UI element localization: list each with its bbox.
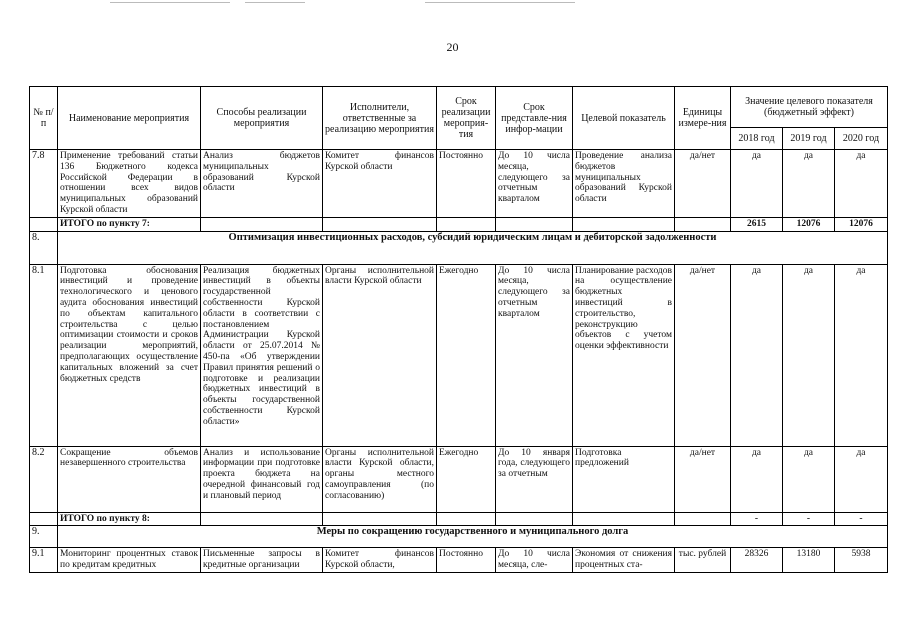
section-number: 8.	[30, 231, 58, 264]
table-row	[30, 548, 888, 573]
row-number: 7.8	[30, 150, 58, 218]
col-year-2018-header: 2018 год	[731, 128, 783, 150]
empty-cell	[30, 217, 58, 231]
measure-executors: Комитет финансов Курской области,	[323, 548, 437, 573]
measure-methods: Анализ и использование информации при подготовке проекта бюджета на очередной финансовый год и плановый период	[201, 446, 323, 512]
empty-cell	[675, 217, 731, 231]
section-title: Меры по сокращению государственного и муниципального долга	[58, 526, 888, 548]
empty-cell	[30, 512, 58, 526]
section-title: Оптимизация инвестиционных расходов, субсидий юридическим лицам и дебиторской задолженности	[58, 231, 888, 264]
row-number: 8.1	[30, 264, 58, 446]
col-year-2020-header: 2020 год	[835, 128, 888, 150]
measure-deadline: Постоянно	[437, 150, 496, 218]
measure-name: Мониторинг процентных ставок по кредитам кредитных	[58, 548, 201, 573]
measure-deadline: Ежегодно	[437, 264, 496, 446]
row-number: 9.1	[30, 548, 58, 573]
col-num-header: № п/п	[30, 87, 58, 150]
measure-target: Планирование расходов на осуществление бюджетных инвестиций в строительство, реконструкцию объектов с учетом оценки эффективности	[573, 264, 675, 446]
total-label: ИТОГО по пункту 7:	[58, 217, 201, 231]
measure-executors: Органы исполнительной власти Курской области, органы местного самоуправления (по согласованию)	[323, 446, 437, 512]
total-value-2018: 2615	[731, 217, 783, 231]
total-value-2020: -	[835, 512, 888, 526]
empty-cell	[201, 217, 323, 231]
empty-cell	[496, 512, 573, 526]
col-units-header: Единицы измере-ния	[675, 87, 731, 150]
col-year-2019-header: 2019 год	[783, 128, 835, 150]
total-value-2018: -	[731, 512, 783, 526]
section-number: 9.	[30, 526, 58, 548]
col-executors-header: Исполнители, ответственные за реализацию мероприятия	[323, 87, 437, 150]
value-2020: да	[835, 446, 888, 512]
col-report-header: Срок представле-ния инфор-мации	[496, 87, 573, 150]
empty-cell	[201, 512, 323, 526]
empty-cell	[437, 512, 496, 526]
empty-cell	[573, 217, 675, 231]
value-2018: да	[731, 446, 783, 512]
col-name-header: Наименование мероприятия	[58, 87, 201, 150]
empty-cell	[323, 217, 437, 231]
value-2018: 28326	[731, 548, 783, 573]
total-value-2020: 12076	[835, 217, 888, 231]
measure-executors: Органы исполнительной власти Курской области	[323, 264, 437, 446]
value-2020: 5938	[835, 548, 888, 573]
measure-target: Экономия от снижения процентных ста-	[573, 548, 675, 573]
measure-report-deadline: До 10 января года, следующего за отчетным	[496, 446, 573, 512]
section-row	[30, 231, 888, 264]
col-value-group-header: Значение целевого показателя (бюджетный эффект)	[731, 87, 888, 128]
value-2019: да	[783, 264, 835, 446]
measure-name: Применение требований статьи 136 Бюджетного кодекса Российской Федерации в отношении всех видов муниципальных образований Курской области	[58, 150, 201, 218]
measures-table	[29, 86, 888, 573]
value-2019: да	[783, 446, 835, 512]
measure-methods: Анализ бюджетов муниципальных образований Курской области	[201, 150, 323, 218]
section-row	[30, 526, 888, 548]
total-value-2019: 12076	[783, 217, 835, 231]
total-row	[30, 217, 888, 231]
empty-cell	[323, 512, 437, 526]
table-row	[30, 150, 888, 218]
col-deadline-header: Срок реализации мероприя-тия	[437, 87, 496, 150]
row-number: 8.2	[30, 446, 58, 512]
col-methods-header: Способы реализации мероприятия	[201, 87, 323, 150]
measure-deadline: Постоянно	[437, 548, 496, 573]
empty-cell	[675, 512, 731, 526]
measure-name: Подготовка обоснования инвестиций и проведение технологического и ценового аудита обоснования инвестиций по объектам капитального строительства с целью оптимизации стоимости и сроков реализации мероприятий, предполагающих осуществление капитальных вложений за счет бюджетных средств	[58, 264, 201, 446]
measure-name: Сокращение объемов незавершенного строительства	[58, 446, 201, 512]
measure-units: да/нет	[675, 264, 731, 446]
table-row	[30, 264, 888, 446]
value-2020: да	[835, 264, 888, 446]
measure-deadline: Ежегодно	[437, 446, 496, 512]
measure-methods: Реализация бюджетных инвестиций в объекты государственной собственности Курской области в соответствии с постановлением Администрации Курской области от 25.07.2014 № 450-па «Об утверждении Правил принятия решений о подготовке и реализации бюджетных инвестиций в объекты государственной собственности Курской области»	[201, 264, 323, 446]
measure-methods: Письменные запросы в кредитные организации	[201, 548, 323, 573]
measure-executors: Комитет финансов Курской области	[323, 150, 437, 218]
empty-cell	[573, 512, 675, 526]
value-2019: 13180	[783, 548, 835, 573]
total-label: ИТОГО по пункту 8:	[58, 512, 201, 526]
measure-report-deadline: До 10 числа месяца, следующего за отчетным кварталом	[496, 150, 573, 218]
measure-target: Подготовка предложений	[573, 446, 675, 512]
page-number: 20	[446, 40, 459, 54]
total-value-2019: -	[783, 512, 835, 526]
measure-report-deadline: До 10 числа месяца, сле-	[496, 548, 573, 573]
scan-artifact-line	[245, 2, 305, 3]
measure-target: Проведение анализа бюджетов муниципальных образований Курской области	[573, 150, 675, 218]
scan-artifact-line	[425, 2, 575, 3]
value-2019: да	[783, 150, 835, 218]
empty-cell	[496, 217, 573, 231]
value-2018: да	[731, 264, 783, 446]
table-row	[30, 446, 888, 512]
total-row	[30, 512, 888, 526]
measure-units: тыс. рублей	[675, 548, 731, 573]
empty-cell	[437, 217, 496, 231]
col-target-header: Целевой показатель	[573, 87, 675, 150]
header-row	[30, 87, 888, 128]
measure-report-deadline: До 10 числа месяца, следующего за отчетным кварталом	[496, 264, 573, 446]
scan-artifact-line	[110, 2, 230, 3]
measure-units: да/нет	[675, 150, 731, 218]
value-2020: да	[835, 150, 888, 218]
measure-units: да/нет	[675, 446, 731, 512]
value-2018: да	[731, 150, 783, 218]
